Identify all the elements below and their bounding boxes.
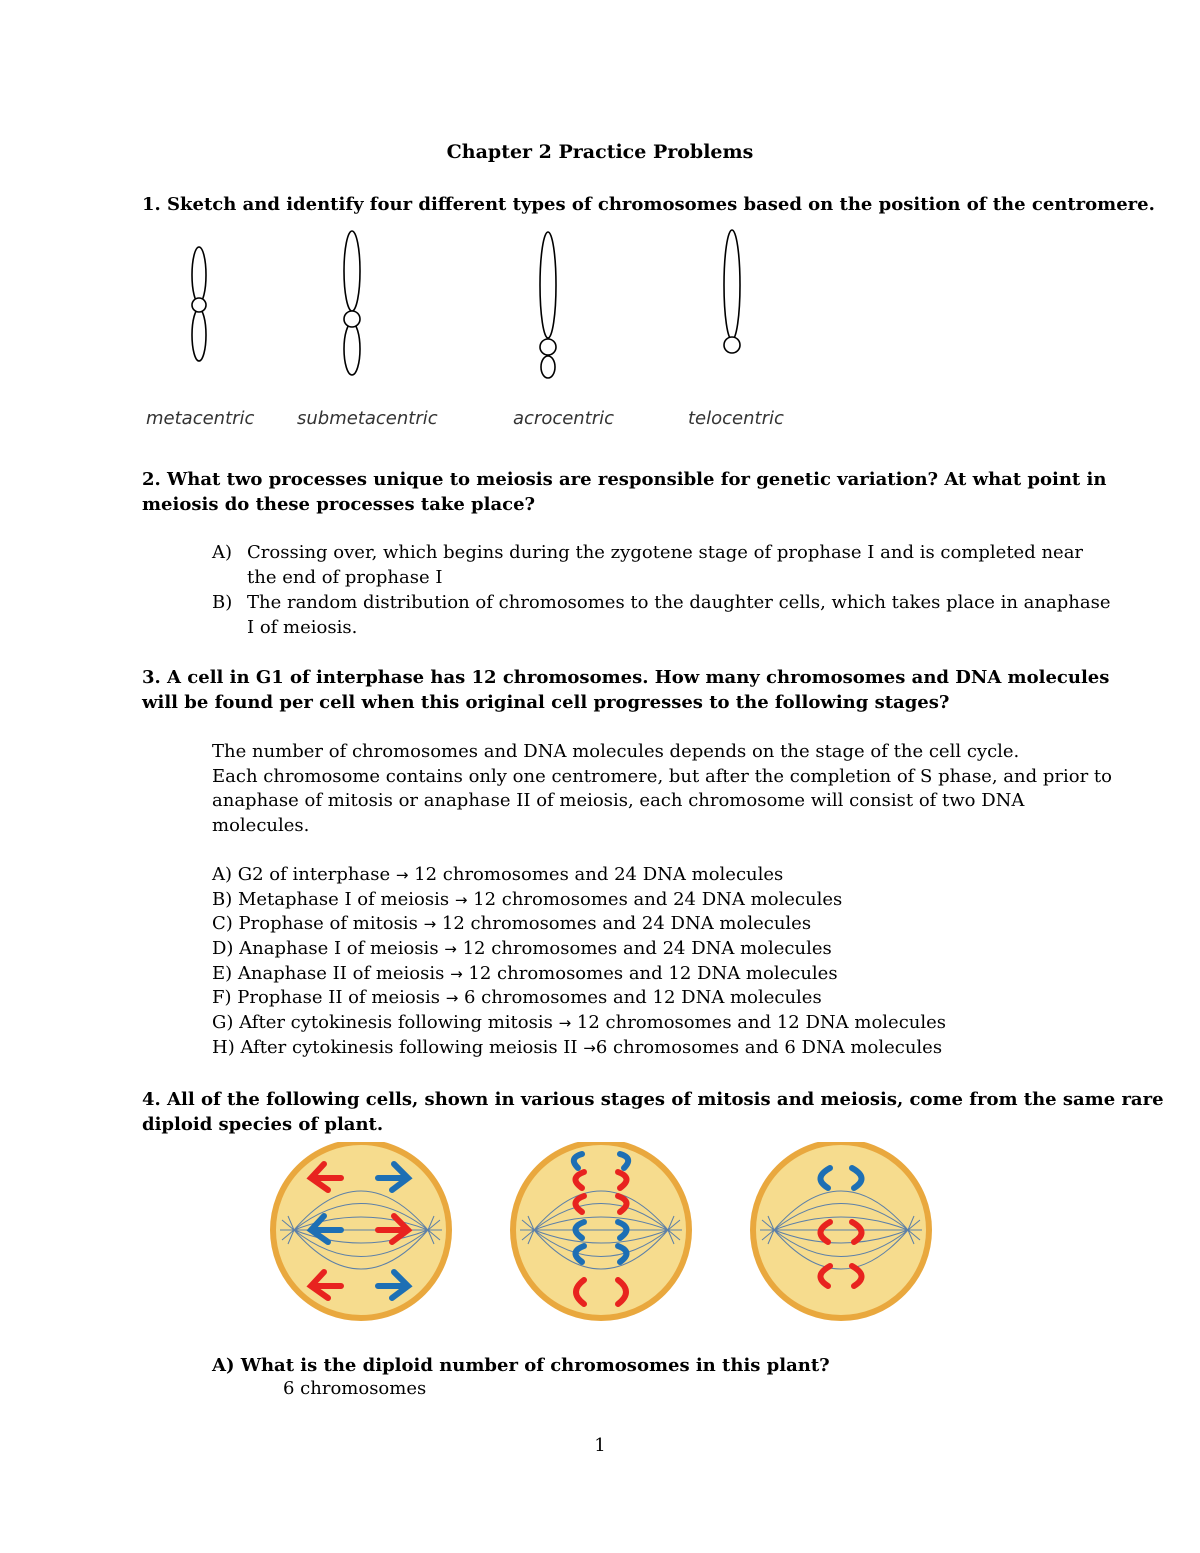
q3-answer-item: F) Prophase II of meiosis → 6 chromosomes and 12 DNA molecules <box>212 987 822 1009</box>
arrow-icon: → <box>444 940 457 959</box>
q3-answer-item: G) After cytokinesis following mitosis → 12 chromosomes and 12 DNA molecules <box>212 1012 947 1034</box>
cell-division-figure <box>266 1142 938 1342</box>
question-4-line-1: 4. All of the following cells, shown in various stages of mitosis and meiosis, come from the same rare <box>142 1089 1164 1110</box>
answer-text-line-2: the end of prophase I <box>247 566 443 588</box>
question-4a: A) What is the diploid number of chromosomes in this plant? <box>212 1355 830 1376</box>
label-acrocentric: acrocentric <box>513 408 615 429</box>
explanation-line: molecules. <box>212 815 310 837</box>
arrow-icon: → <box>450 964 463 983</box>
explanation-line: Each chromosome contains only one centromere, but after the completion of S phase, and prior to <box>212 765 1112 787</box>
question-1: 1. Sketch and identify four different types of chromosomes based on the position of the centromere. <box>142 194 1155 215</box>
label-metacentric: metacentric <box>146 408 255 429</box>
question-3-line-1: 3. A cell in G1 of interphase has 12 chromosomes. How many chromosomes and DNA molecules <box>142 667 1110 688</box>
arrow-icon: → <box>454 890 468 909</box>
answer-key: B) <box>212 592 233 613</box>
q3-explanation <box>212 740 1112 839</box>
q3-answer-item: A) G2 of interphase → 12 chromosomes and 24 DNA molecules <box>212 864 784 885</box>
answer-text-line-1: Crossing over, which begins during the zygotene stage of prophase I and is completed near <box>247 542 1084 563</box>
chromosome-types-figure <box>130 225 830 395</box>
page-number: 1 <box>594 1435 606 1456</box>
q3-answer-item: H) After cytokinesis following meiosis II →6 chromosomes and 6 DNA molecules <box>212 1036 943 1058</box>
submetacentric-chromosome <box>344 231 360 375</box>
arrow-icon: → <box>558 1014 572 1033</box>
question-4a-answer: 6 chromosomes <box>283 1378 427 1399</box>
q3-answer-list <box>212 863 946 1061</box>
q3-answer-item: E) Anaphase II of meiosis → 12 chromosomes and 12 DNA molecules <box>212 962 838 984</box>
arrow-icon: → <box>395 866 409 884</box>
q3-answer-item: D) Anaphase I of meiosis → 12 chromosomes and 24 DNA molecules <box>212 938 832 960</box>
answer-text-line-2: I of meiosis. <box>247 616 358 638</box>
answer-text-line-1: The random distribution of chromosomes to the daughter cells, which takes place in anaphase <box>247 592 1111 613</box>
answer-key: A) <box>212 542 233 563</box>
q3-answer-item: C) Prophase of mitosis → 12 chromosomes and 24 DNA molecules <box>212 913 812 935</box>
question-4-line-2: diploid species of plant. <box>142 1114 384 1135</box>
label-telocentric: telocentric <box>688 408 784 429</box>
cell-anaphase-1 <box>273 1142 449 1318</box>
cell-metaphase-2 <box>753 1142 929 1318</box>
arrow-icon: → <box>445 989 459 1008</box>
acrocentric-chromosome <box>540 232 556 378</box>
question-2-line-2: meiosis do these processes take place? <box>142 494 536 515</box>
question-2-line-1: 2. What two processes unique to meiosis are responsible for genetic variation? At what point in <box>142 469 1107 490</box>
telocentric-chromosome <box>724 230 740 353</box>
explanation-line: The number of chromosomes and DNA molecules depends on the stage of the cell cycle. <box>212 741 1020 762</box>
q3-answer-item: B) Metaphase I of meiosis → 12 chromosomes and 24 DNA molecules <box>212 888 843 910</box>
question-3-line-2: will be found per cell when this original cell progresses to the following stages? <box>142 692 950 713</box>
metacentric-chromosome <box>192 247 206 361</box>
explanation-line: anaphase of mitosis or anaphase II of meiosis, each chromosome will consist of two DNA <box>212 790 1025 812</box>
page-title: Chapter 2 Practice Problems <box>446 141 754 163</box>
arrow-icon: → <box>583 1038 596 1057</box>
arrow-icon: → <box>423 915 437 934</box>
cell-metaphase <box>513 1142 689 1318</box>
label-submetacentric: submetacentric <box>297 408 438 429</box>
